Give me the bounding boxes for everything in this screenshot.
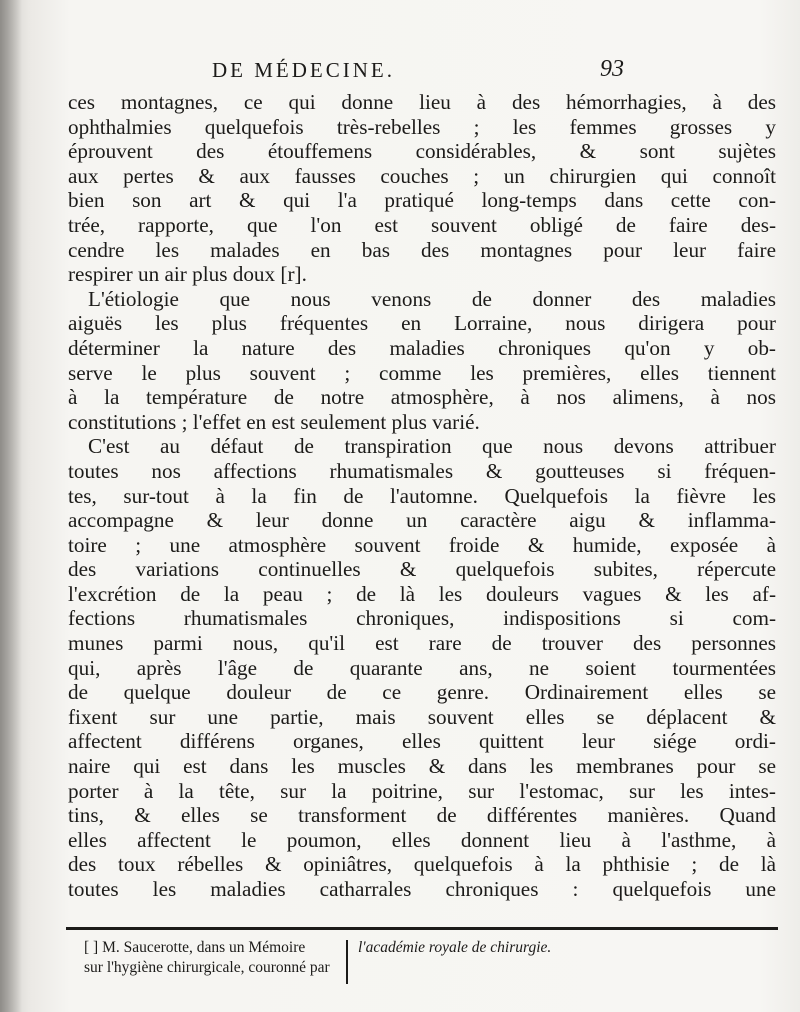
text-line: aiguës les plus fréquentes en Lorraine, nous dirigera pour [68,311,776,336]
text-line: tes, sur-tout à la fin de l'automne. Quelquefois la fièvre les [68,483,776,508]
body-text [68,90,776,902]
text-line: fixent sur une partie, mais souvent elles se déplacent & [68,704,776,729]
text-line: toutes les maladies catharrales chroniques : quelquefois une [68,877,776,901]
text-line: fections rhumatismales chroniques, indispositions si com- [68,606,776,631]
text-line: L'étiologie que nous venons de donner des maladies [88,286,776,311]
footnote [0,938,800,998]
text-line: serve le plus souvent ; comme les premières, elles tiennent [68,360,776,385]
text-line: ophthalmies quelquefois très-rebelles ; les femmes grosses y [68,114,776,139]
footnote-divider [346,940,348,984]
text-line: éprouvent des étouffemens considérables, & sont sujètes [68,139,776,164]
text-line: toire ; une atmosphère souvent froide & humide, exposée à [68,532,776,557]
text-line: respirer un air plus doux [r]. [68,262,307,287]
text-line: bien son art & qui l'a pratiqué long-temps dans cette con- [68,188,776,213]
text-line: munes parmi nous, qu'il est rare de trouver des personnes [68,631,776,656]
text-line: l'excrétion de la peau ; de là les douleurs vagues & les af- [68,581,776,606]
text-line: de quelque douleur de ce genre. Ordinairement elles se [68,680,776,705]
footnote-right-column [358,938,658,958]
text-line: elles affectent le poumon, elles donnent lieu à l'asthme, à [68,827,776,852]
footnote-left-column [84,938,344,978]
binding-shadow [0,0,22,1012]
text-line: des toux rébelles & opiniâtres, quelquefois à la phthisie ; de là [68,852,776,877]
text-line: des variations continuelles & quelquefois subites, répercute [68,557,776,582]
text-line: affectent différens organes, elles quittent leur siége ordi- [68,729,776,754]
text-line: trée, rapporte, que l'on est souvent obligé de faire des- [68,212,776,237]
text-line: aux pertes & aux fausses couches ; un chirurgien qui connoît [68,163,776,188]
text-line: ces montagnes, ce qui donne lieu à des hémorrhagies, à des [68,90,776,114]
text-line: C'est au défaut de transpiration que nous devons attribuer [88,434,776,459]
text-line: naire qui est dans les muscles & dans les membranes pour se [68,754,776,779]
text-line: à la température de notre atmosphère, à nos alimens, à nos [68,385,776,410]
text-line: accompagne & leur donne un caractère aigu & inflamma- [68,508,776,533]
footnote-line: l'académie royale de chirurgie. [358,939,552,956]
footnote-line: sur l'hygiène chirurgicale, couronné par [84,959,330,976]
text-line: cendre les malades en bas des montagnes pour leur faire [68,237,776,262]
page-number: 93 [600,56,624,82]
text-line: tins, & elles se transforment de différentes manières. Quand [68,803,776,828]
text-line: toutes nos affections rhumatismales & goutteuses si fréquen- [68,458,776,483]
text-line: constitutions ; l'effet en est seulement plus varié. [68,409,480,434]
text-line: porter à la tête, sur la poitrine, sur l'estomac, sur les intes- [68,778,776,803]
footnote-rule [66,927,778,930]
footnote-line: [ ] M. Saucerotte, dans un Mémoire [84,939,306,956]
text-line: déterminer la nature des maladies chroniques qu'on y ob- [68,335,776,360]
running-head [0,58,800,88]
running-title: DE MÉDECINE. [212,58,395,82]
text-line: qui, après l'âge de quarante ans, ne soient tourmentées [68,655,776,680]
